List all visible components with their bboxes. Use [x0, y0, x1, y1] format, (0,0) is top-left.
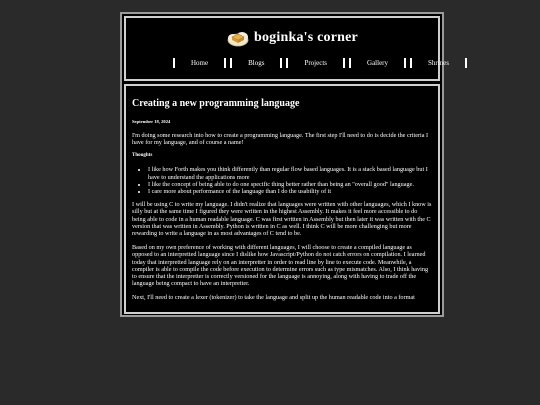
nav-separator — [465, 58, 467, 68]
list-item: • I care more about performance of the language than I do the usability of it — [148, 188, 432, 195]
main-nav — [171, 58, 469, 68]
brand[interactable] — [226, 28, 358, 48]
nav-projects[interactable]: Projects — [304, 59, 328, 67]
post-intro: I'm doing some research into how to create a programming language. The first step I'll need to do is decide the criteria I have for my language, and of course a name! — [132, 132, 429, 147]
cloud-book-icon — [226, 28, 250, 48]
nav-gallery[interactable]: Gallery — [367, 59, 389, 67]
post-title: Creating a new programming language — [132, 98, 300, 109]
nav-home[interactable]: Home — [191, 59, 209, 67]
post-paragraph: Based on my own preference of working with different languages, I will choose to create a compiled language as opposed to an interpretted language since I dislike how Javascript/Python do not catch errors on compilation. I learned today that interpretted language rely on an interpretter in order to read line by line to execute code. Meanwhile, a compiler is able to compile the code before execution to determine errors such as type mismatches. Also, I think having to ensure that the interpretter is correctly versioned for the language is annoying, along with having to trade off the language being compact to have an interpretter. — [132, 244, 429, 288]
nav-separator — [404, 58, 406, 68]
nav-separator — [230, 58, 232, 68]
thoughts-list — [132, 166, 432, 195]
list-item: • I like how Forth makes you think differently than regular flow based languages. It is a stack based language but I have to understand the applications more — [148, 166, 432, 180]
nav-separator — [349, 58, 351, 68]
nav-separator — [286, 58, 288, 68]
list-item: • I like the concept of being able to do one specific thing better rather than being an "overall good" language. — [148, 181, 432, 188]
nav-separator — [343, 58, 345, 68]
post-paragraph: I will be using C to write my language. I didn't realize that languages were written with other languages, which I know is silly but at the same time I figured they were written in the highest Assembly. It makes it feel more accessible to do being able to code in a human readable language. C was first written in Assembly but then later it was written with the C version that was written in Assembly. Python is written in C as well. I think C will be more challenging but more rewarding to write a language in as most advantages of C tend to be. — [132, 201, 432, 238]
post-paragraph: Next, I'll need to create a lexer (tokenizer) to take the language and split up the human readable code into a format — [132, 294, 415, 302]
site-header — [124, 16, 450, 81]
nav-separator — [280, 58, 282, 68]
post-date: September 18, 2024 — [132, 119, 171, 124]
nav-separator — [224, 58, 226, 68]
post-content[interactable] — [124, 84, 440, 314]
nav-separator — [410, 58, 412, 68]
site-title: boginka's corner — [254, 30, 358, 45]
page-frame — [120, 12, 450, 317]
nav-separator — [173, 58, 175, 68]
content-fade — [126, 304, 438, 312]
thoughts-heading: Thoughts — [132, 153, 153, 159]
nav-shrines[interactable]: Shrines — [428, 59, 450, 67]
nav-blogs[interactable]: Blogs — [248, 59, 265, 67]
